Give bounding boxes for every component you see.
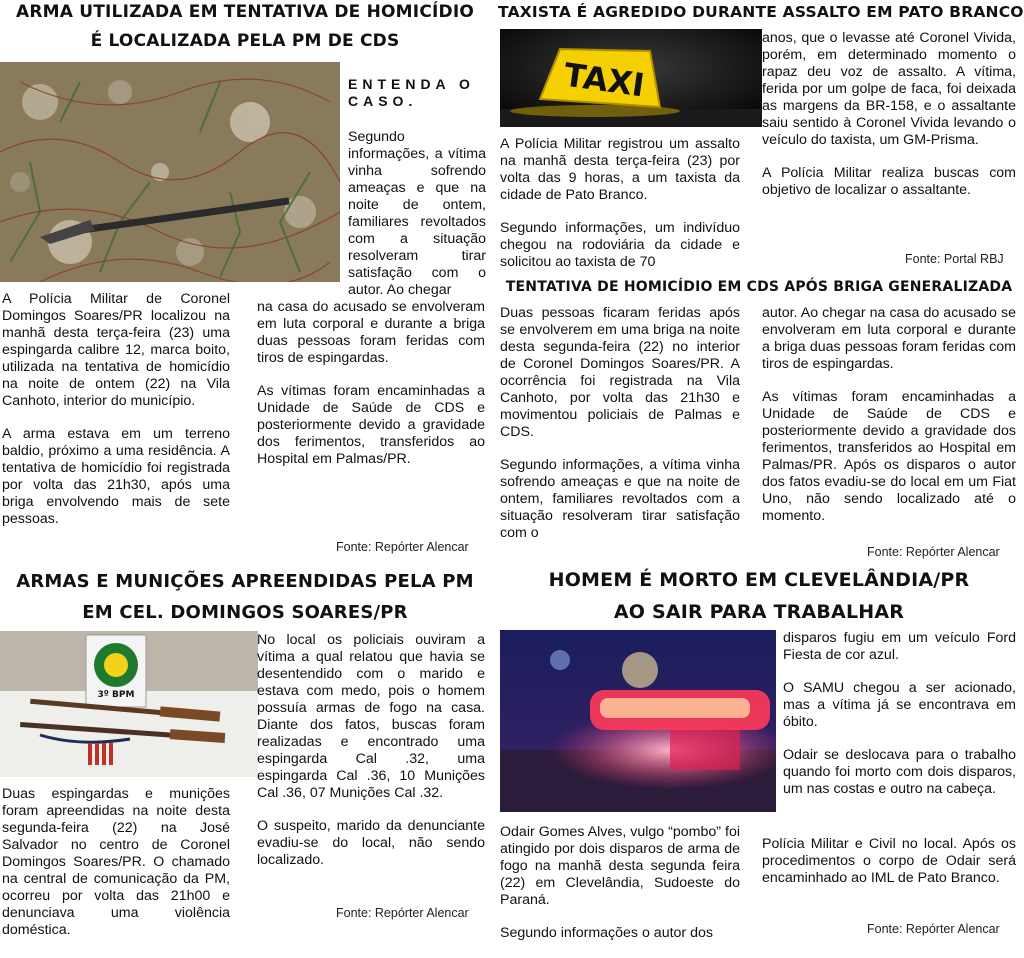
article1-middle-paragraph: na casa do acusado se envolveram em luta corporal e durante a briga duas pessoas foram feridas com tiros de espingardas.: [257, 299, 485, 366]
article3-left-paragraph-2: Segundo informações, a vítima vinha sofrendo ameaças e que na noite de ontem, familiares revoltados com a situação resolveram tirar satisfação com o: [500, 457, 740, 541]
article3-source: Fonte: Repórter Alencar: [867, 545, 1000, 559]
taxi-sign-text: TAXI: [561, 55, 647, 105]
article4-left-paragraph-1: Duas espingardas e munições foram apreendidas na noite desta segunda-feira (22) na José Salvador no centro de Coronel Domingos Soares/PR. O chamado na central de comunicação da PM, ocorreu por volta das 21h00 e denunciava uma violência doméstica.: [2, 786, 230, 938]
article1-right-paragraph: Segundo informações, a vítima vinha sofrendo ameaças e que na noite de ontem, familiares revoltados com a situação resolveram tirar satisfação com o autor. Ao chegar: [348, 129, 486, 298]
article1-title-line1: ARMA UTILIZADA EM TENTATIVA DE HOMICÍDIO: [15, 2, 475, 22]
article5-right-paragraph-4: Polícia Militar e Civil no local. Após os procedimentos o corpo de Odair será encaminhado ao IML de Pato Branco.: [762, 836, 1016, 886]
article2-source: Fonte: Portal RBJ: [905, 252, 1004, 266]
seized-weapons-photo: [0, 631, 258, 777]
article2-left-paragraph-2: Segundo informações, um indivíduo chegou na rodoviária da cidade e solicitou ao taxista de 70: [500, 220, 740, 270]
article1-middle-paragraph-2: As vítimas foram encaminhadas a Unidade de Saúde de CDS e posteriormente devido a gravidade dos ferimentos, transferidos ao Hospital em Palmas/PR.: [257, 383, 485, 467]
police-siren-photo: [500, 630, 776, 812]
article4-right-paragraph-1: No local os policiais ouviram a vítima a qual relatou que havia se desentendido com o marido e estava com medo, pois o homem possuía armas de fogo na casa. Diante dos fatos, buscas foram realizadas e encontrado uma espingarda Cal .32, uma espingarda Cal .36, 10 Munições Cal .36, 07 Munições Cal .32.: [257, 632, 485, 801]
article4-title-line1: ARMAS E MUNIÇÕES APREENDIDAS PELA PM: [16, 571, 474, 592]
article5-left-paragraph-2: Segundo informações o autor dos: [500, 925, 713, 941]
article5-title-line1: HOMEM É MORTO EM CLEVELÂNDIA/PR: [548, 569, 970, 591]
article1-source: Fonte: Repórter Alencar: [336, 540, 469, 554]
article5-right-paragraph-3: Odair se deslocava para o trabalho quando foi morto com dois disparos, um nas costas e outro na cabeça.: [783, 747, 1016, 797]
gun-on-ground-photo: [0, 62, 340, 282]
article1-entenda-heading: ENTENDA O CASO.: [348, 76, 475, 109]
article2-title: TAXISTA É AGREDIDO DURANTE ASSALTO EM PATO BRANCO: [498, 3, 1024, 21]
article5-title-line2: AO SAIR PARA TRABALHAR: [613, 601, 905, 623]
article3-left-paragraph-1: Duas pessoas ficaram feridas após se envolverem em uma briga na noite desta segunda-feira (22) no interior de Coronel Domingos Soares/PR. A ocorrência foi registrada na Vila Canhoto, por volta das 21h30 e movimentou policiais de Palmas e CDS.: [500, 305, 740, 440]
article4-source: Fonte: Repórter Alencar: [336, 906, 469, 920]
article5-right-paragraph-1: disparos fugiu em um veículo Ford Fiesta de cor azul.: [783, 630, 1016, 663]
article1-left-paragraph-2: A arma estava em um terreno baldio, próximo a uma residência. A tentativa de homicídio foi registrada por volta das 21h30, após uma briga envolvendo mais de sete pessoas.: [2, 426, 230, 527]
article3-right-paragraph-1: autor. Ao chegar na casa do acusado se envolveram em luta corporal e durante a briga duas pessoas foram feridas com tiros de espingardas.: [762, 305, 1016, 372]
article2-left-paragraph-1: A Polícia Militar registrou um assalto na manhã desta terça-feira (23) por volta das 9 horas, a um taxista da cidade de Pato Branco.: [500, 136, 740, 203]
article4-title-line2: EM CEL. DOMINGOS SOARES/PR: [82, 602, 408, 623]
article5-source: Fonte: Repórter Alencar: [867, 922, 1000, 936]
article3-title: TENTATIVA DE HOMICÍDIO EM CDS APÓS BRIGA GENERALIZADA: [505, 279, 1013, 295]
article4-right-paragraph-2: O suspeito, marido da denunciante evadiu-se do local, não sendo localizado.: [257, 818, 485, 868]
article5-right-paragraph-2: O SAMU chegou a ser acionado, mas a vítima já se encontrava em óbito.: [783, 680, 1016, 730]
article2-right-paragraph-1: anos, que o levasse até Coronel Vivida, porém, em determinado momento o rapaz deu voz de assalto. A vítima, ferida por um golpe de faca, foi deixada as margens da BR-158, e o assaltante saiu sentido à Coronel Vivida levando o veículo do taxista, um GM-Prisma.: [762, 30, 1016, 148]
battalion-badge-text: 3º BPM: [97, 690, 135, 700]
taxi-sign-photo: [500, 29, 762, 127]
article1-left-paragraph-1: A Polícia Militar de Coronel Domingos Soares/PR localizou na manhã desta terça-feira (23) uma espingarda calibre 12, marca boito, utilizada na tentativa de homicídio na noite de ontem (22) na Vila Canhoto, interior do município.: [2, 291, 230, 409]
article3-right-paragraph-2: As vítimas foram encaminhadas a Unidade de Saúde de CDS e posteriormente devido a gravidade dos ferimentos, transferidos ao Hospital em Palmas/PR. Após os disparos o autor dos fatos evadiu-se do local em um Fiat Uno, não sendo localizado até o momento.: [762, 389, 1016, 524]
article1-title-line2: É LOCALIZADA PELA PM DE CDS: [90, 31, 400, 51]
article2-right-paragraph-2: A Polícia Militar realiza buscas com objetivo de localizar o assaltante.: [762, 165, 1016, 198]
article5-left-paragraph-1: Odair Gomes Alves, vulgo “pombo” foi atingido por dois disparos de arma de fogo na manhã desta segunda feira (22) em Clevelândia, Sudoeste do Paraná.: [500, 824, 740, 908]
